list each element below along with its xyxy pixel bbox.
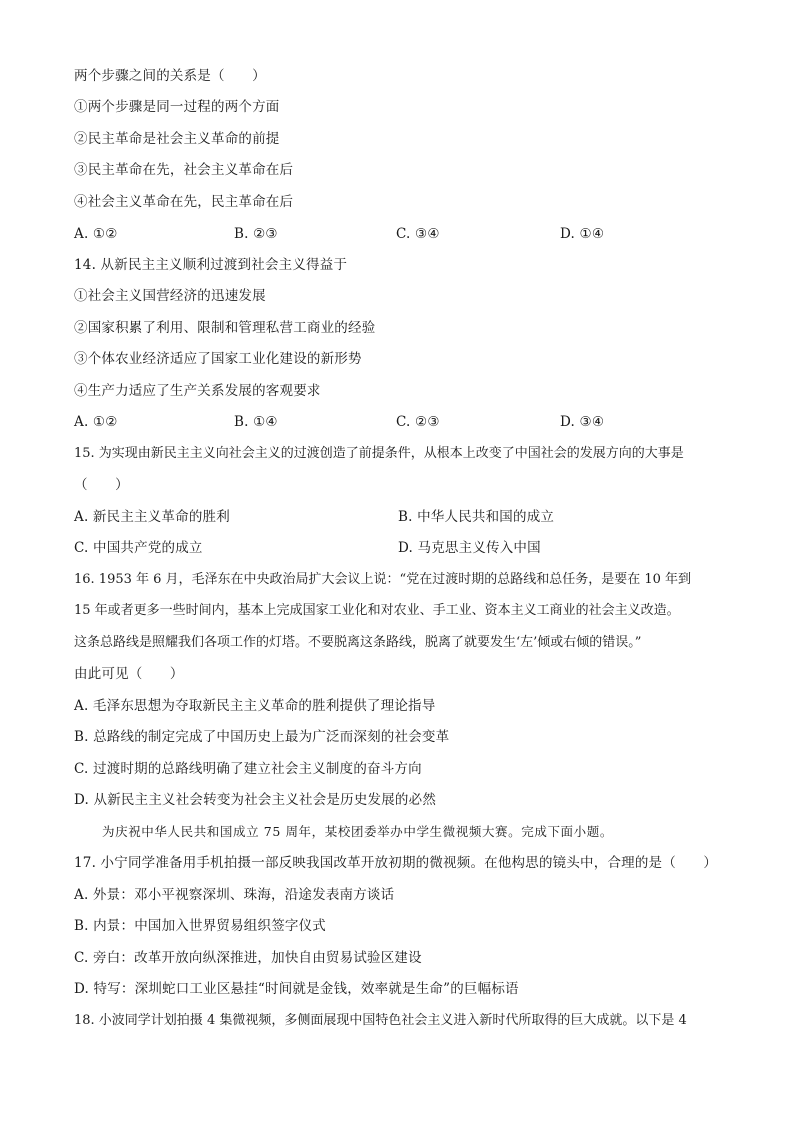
- q13-item-4: ④社会主义革命在先，民主革命在后: [74, 194, 294, 210]
- q16-option-d[interactable]: D. 从新民主主义社会转变为社会主义社会是历史发展的必然: [74, 792, 437, 808]
- q14-stem: 14. 从新民主主义顺利过渡到社会主义得益于: [74, 257, 348, 273]
- q17-option-b[interactable]: B. 内景：中国加入世界贸易组织签字仪式: [74, 918, 327, 934]
- q16-option-b[interactable]: B. 总路线的制定完成了中国历史上最为广泛而深刻的社会变革: [74, 729, 450, 745]
- q17-stem: 17. 小宁同学准备用手机拍摄一部反映我国改革开放初期的微视频。在他构思的镜头中，合理的是（ ）: [74, 855, 718, 871]
- q17-option-a[interactable]: A. 外景：邓小平视察深圳、珠海，沿途发表南方谈话: [74, 887, 395, 903]
- q13-item-3: ③民主革命在先，社会主义革命在后: [74, 162, 294, 178]
- q15-stem-line-1: 15. 为实现由新民主主义向社会主义的过渡创造了前提条件，从根本上改变了中国社会的发展方向的大事是: [74, 446, 684, 461]
- q15-option-c[interactable]: C. 中国共产党的成立: [74, 540, 203, 556]
- q15-stem-line-2: （ ）: [74, 477, 129, 493]
- q13-stem-tail: 两个步骤之间的关系是（ ）: [74, 68, 266, 84]
- q17-option-c[interactable]: C. 旁白：改革开放向纵深推进，加快自由贸易试验区建设: [74, 950, 422, 966]
- q14-option-c[interactable]: C. ②③: [396, 414, 440, 430]
- q15-options-row-2: [74, 538, 734, 558]
- q13-option-c[interactable]: C. ③④: [396, 226, 440, 242]
- q14-item-1: ①社会主义国营经济的迅速发展: [74, 288, 266, 304]
- q14-option-a[interactable]: A. ①②: [74, 414, 118, 430]
- q16-option-c[interactable]: C. 过渡时期的总路线明确了建立社会主义制度的奋斗方向: [74, 761, 422, 777]
- q14-option-d[interactable]: D. ③④: [560, 414, 605, 430]
- q16-stem-line-4: 由此可见（ ）: [74, 666, 184, 682]
- q13-option-a[interactable]: A. ①②: [74, 226, 118, 242]
- q14-item-4: ④生产力适应了生产关系发展的客观要求: [74, 383, 321, 399]
- q16-option-a[interactable]: A. 毛泽东思想为夺取新民主主义革命的胜利提供了理论指导: [74, 698, 436, 714]
- q16-stem-line-3: 这条总路线是照耀我们各项工作的灯塔。不要脱离这条路线，脱离了就要发生‘左’倾或右倾的错误。”: [74, 635, 642, 650]
- q16-stem-line-1: 16. 1953 年 6 月，毛泽东在中央政治局扩大会议上说：“党在过渡时期的总路线和总任务，是要在 10 年到: [74, 572, 692, 587]
- q14-option-b[interactable]: B. ①④: [234, 414, 278, 430]
- q13-option-b[interactable]: B. ②③: [234, 226, 278, 242]
- q13-item-2: ②民主革命是社会主义革命的前提: [74, 131, 280, 147]
- q17-option-d[interactable]: D. 特写：深圳蛇口工业区悬挂“时间就是金钱，效率就是生命”的巨幅标语: [74, 981, 519, 997]
- q15-options-row-1: [74, 507, 734, 527]
- q13-options: [74, 224, 734, 244]
- q13-option-d[interactable]: D. ①④: [560, 226, 605, 242]
- q15-option-b[interactable]: B. 中华人民共和国的成立: [398, 509, 555, 525]
- q15-option-a[interactable]: A. 新民主主义革命的胜利: [74, 509, 230, 525]
- q13-item-1: ①两个步骤是同一过程的两个方面: [74, 99, 280, 115]
- q14-item-2: ②国家积累了利用、限制和管理私营工商业的经验: [74, 320, 376, 336]
- q18-stem: 18. 小波同学计划拍摄 4 集微视频，多侧面展现中国特色社会主义进入新时代所取得的巨大成就。以下是 4: [74, 1013, 687, 1028]
- q16-stem-line-2: 15 年或者更多一些时间内，基本上完成国家工业化和对农业、手工业、资本主义工商业的社会主义改造。: [74, 603, 680, 618]
- q15-option-d[interactable]: D. 马克思主义传入中国: [398, 540, 541, 556]
- context-notice: 为庆祝中华人民共和国成立 75 周年，某校团委举办中学生微视频大赛。完成下面小题。: [102, 824, 613, 839]
- q14-item-3: ③个体农业经济适应了国家工业化建设的新形势: [74, 351, 362, 367]
- q14-options: [74, 412, 734, 432]
